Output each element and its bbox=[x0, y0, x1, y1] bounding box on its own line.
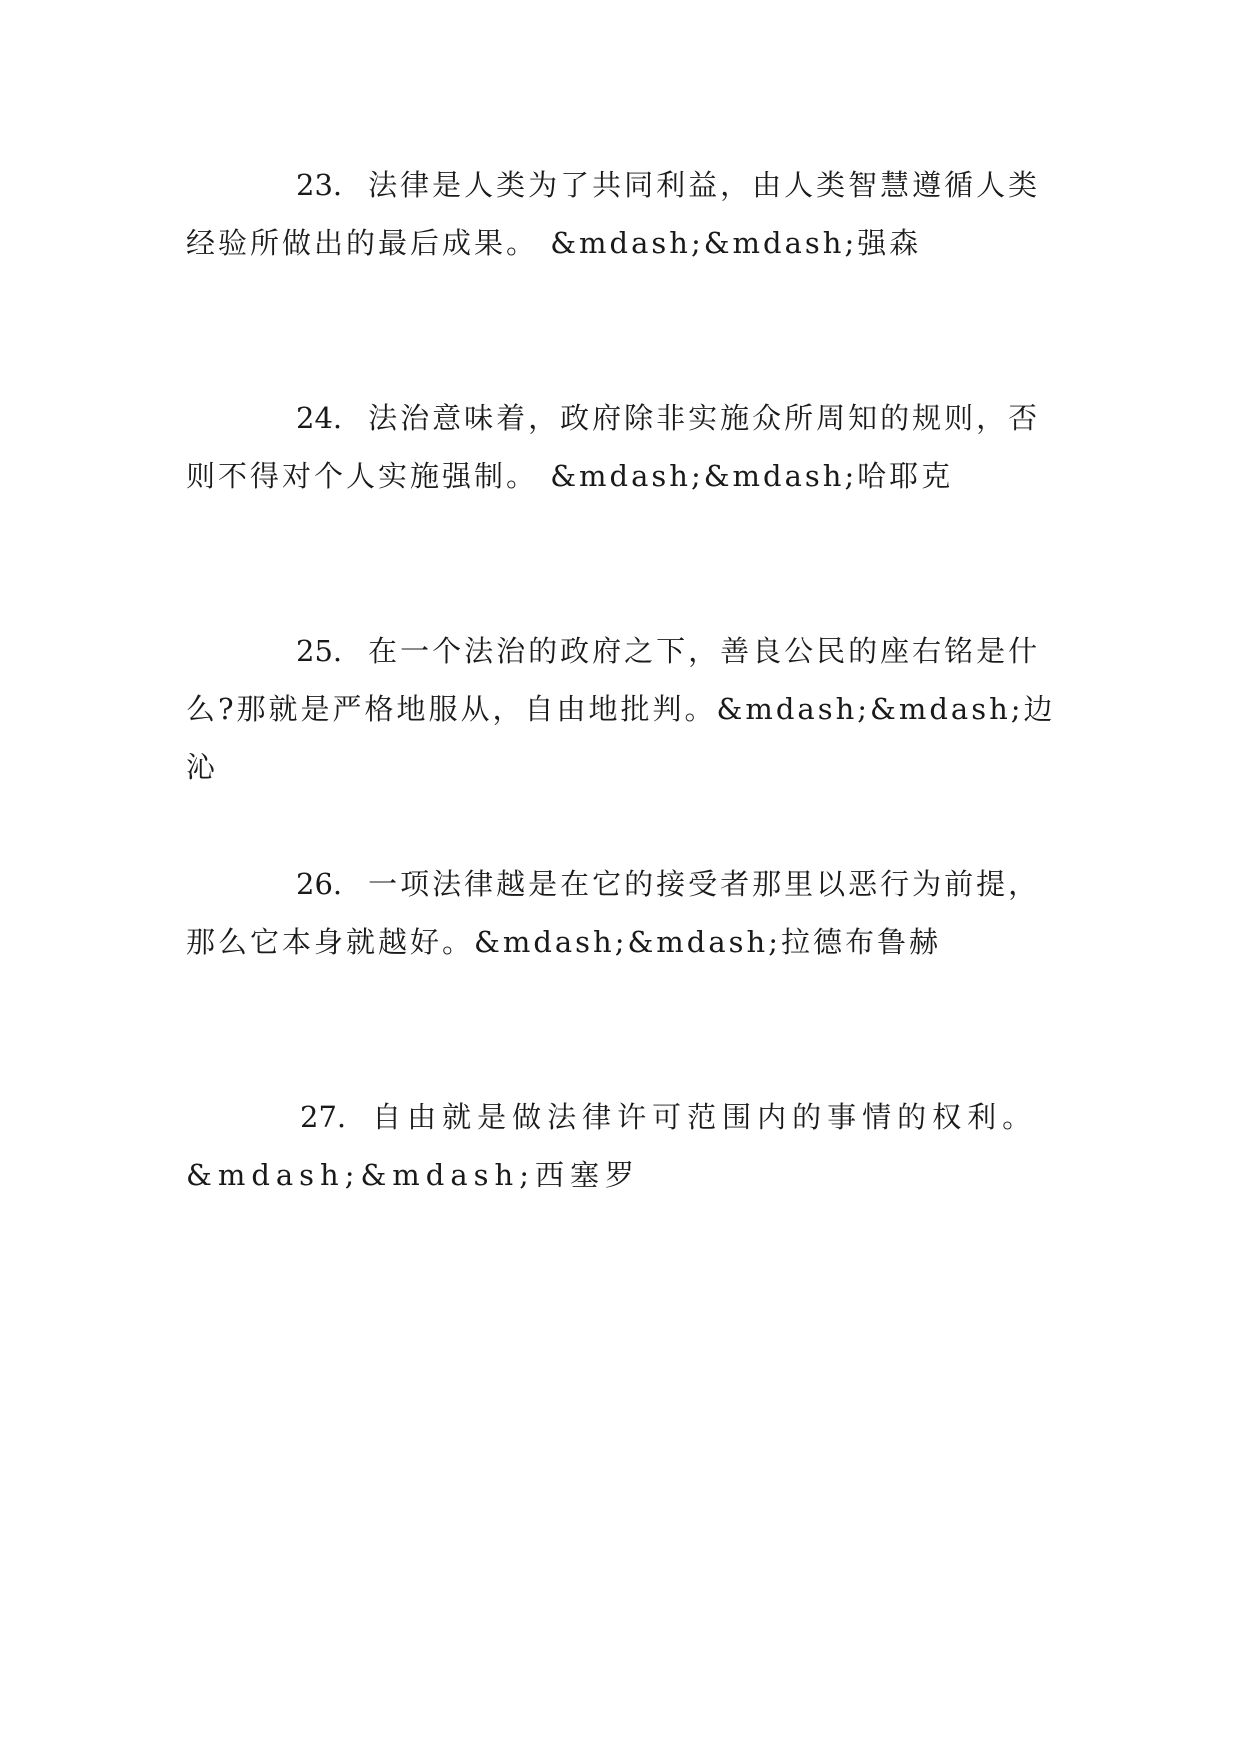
quote-paragraph bbox=[186, 156, 1056, 272]
quote-text: 法律是人类为了共同利益，由人类智慧遵循人类经验所做出的最后成果。 &mdash;&mdash;强森 bbox=[186, 168, 1041, 260]
quote-text: 在一个法治的政府之下，善良公民的座右铭是什么?那就是严格地服从，自由地批判。&mdash;&mdash;边沁 bbox=[186, 634, 1056, 784]
quote-paragraph bbox=[186, 855, 1056, 971]
quote-number: 25. bbox=[296, 634, 343, 668]
quote-paragraph bbox=[186, 622, 1056, 796]
quote-number: 26. bbox=[296, 867, 343, 901]
quote-text: 法治意味着，政府除非实施众所周知的规则，否则不得对个人实施强制。 &mdash;&mdash;哈耶克 bbox=[186, 401, 1041, 493]
quote-number: 27. bbox=[300, 1100, 347, 1134]
quote-text: 一项法律越是在它的接受者那里以恶行为前提，那么它本身就越好。&mdash;&mdash;拉德布鲁赫 bbox=[186, 867, 1041, 959]
quote-text: 自由就是做法律许可范围内的事情的权利。 &mdash;&mdash;西塞罗 bbox=[186, 1100, 1038, 1192]
quote-paragraph bbox=[186, 1088, 1056, 1204]
quote-number: 23. bbox=[296, 168, 343, 202]
quote-paragraph bbox=[186, 389, 1056, 505]
quote-number: 24. bbox=[296, 401, 343, 435]
